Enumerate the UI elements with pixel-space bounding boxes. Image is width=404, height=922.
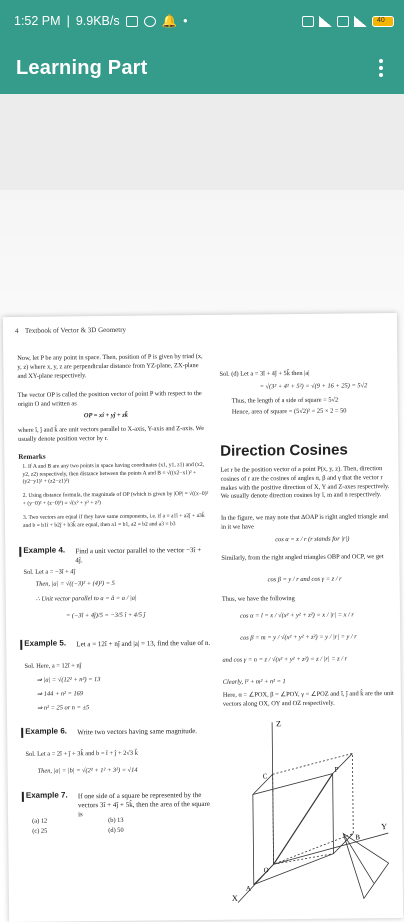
example-7-option-b: (b) 13 [108,816,124,825]
example-5-step-3: ⇒ n² = 25 or n = ±5 [36,704,90,712]
direction-cosines-intro: Let r be the position vector of a point P(x, y, z). Then, direction cosines of r are the cosines of angles α, β and γ that the vector r makes with the positive direction of X, Y and Z-axes respectively. We usually denote direction cosines by l, m and n respectively. [220,465,390,501]
notification-bell-icon: 🔔 [161,13,178,28]
direction-cosine-m: cos β = m = y / √(x² + y² + z²) = y / |r| = y / r [240,633,357,642]
more-notifications-icon: • [183,14,188,28]
message-icon [126,16,138,27]
status-bar [0,0,404,42]
example-4-marker [19,547,21,557]
example-7-marker [22,792,24,802]
example-4-text: Find a unit vector parallel to the vector −3î + 4ĵ. [75,546,202,565]
example-4-magnitude: Then, |a| = √((−3)² + (4)²) = 5 [35,579,115,588]
fig-label-o: O [263,866,269,875]
direction-cosines-angles: Here, α = ∠POX, β = ∠POY, γ = ∠POZ and î, ĵ and k̂ are the unit vectors along OX, OY and OZ respectively. [222,690,394,708]
status-net-speed: 9.9KB/s [75,14,120,28]
direction-cosines-identity: Clearly, l² + m² + n² = 1 [222,678,286,686]
overflow-menu-icon[interactable] [374,59,388,77]
cos-beta-gamma-eq: cos β = y / r and cos γ = z / r [267,575,342,584]
direction-cosines-thus: Thus, we have the following [221,595,295,603]
content-area[interactable] [0,94,404,903]
intro-text: Now, let P be any point in space. Then, position of P is given by triad (x, y, z) where x, y, z are perpendicular distance from YZ-plane, ZX-plane and XY-plane respectively. [17,352,203,380]
fig-label-b: B [355,833,361,842]
status-right [302,16,394,27]
example-4-label: Example 4. [23,545,66,555]
page-header: Textbook of Vector & 3D Geometry [24,325,127,335]
unit-vectors-text: where î, ĵ and k̂ are unit vectors parallel to X-axis, Y-axis and Z-axis. We usually denote position vector by r. [17,424,205,443]
solution-d-area: Hence, area of square = (5√2)² = 25 × 2 = 50 [231,407,347,416]
example-7-label: Example 7. [25,790,68,800]
example-6-label: Example 6. [25,726,68,736]
triangle-inset [343,833,389,898]
direction-cosines-similar: Similarly, from the right angled triangles OBP and OCP, we get [221,553,384,562]
app-bar [0,42,404,94]
example-5-text: Let a = 12î + nĵ and |a| = 13, find the value of n. [76,638,211,649]
example-6-solution: Sol. Let a = 2î + ĵ + 3k̂ and b = î + ĵ + 2√3 k̂ [25,749,138,758]
status-left [14,14,188,29]
app-title: Learning Part [16,56,148,79]
status-separator: | [66,14,70,28]
status-time: 1:52 PM [14,14,61,28]
battery-icon [372,16,394,27]
direction-cosines-figure [222,713,399,905]
signal-icon-1 [319,16,332,27]
example-5-label: Example 5. [24,638,67,648]
remark-2: 2. Using distance formula, the magnitude of OP (which is given by |OP| = √((x−0)² + (y−0)² + (z−0)²) = √(x² + y² + z²) [22,490,209,507]
remarks-title: Remarks [18,452,46,461]
example-4-unit-vector: ∴ Unit vector parallel to a = â = a / |a| [35,594,137,603]
solution-d: Sol. (d) Let a = 3î + 4ĵ + 5k̂ then |a| [219,369,310,378]
page-number: 4 [14,326,19,335]
signal-icon-2 [354,16,367,27]
fig-label-y: Y [381,822,388,832]
textbook-page[interactable] [3,313,403,922]
cos-alpha-eq: cos α = x / r (r stands for |r|) [275,535,350,544]
wifi-icon [337,16,349,27]
remark-3: 3. Two vectors are equal if they have same components, i.e. if a = a1î + a2ĵ + a3k̂ and b = b1î + b2ĵ + b3k̂ are equal, then a1 = b1, a2 = b2 and a3 = b3 [22,512,205,529]
alarm-icon [144,16,156,27]
solution-d-magnitude: = √(3² + 4² + 5²) = √(9 + 16 + 25) = 5√2 [259,382,368,391]
fig-label-x: X [231,893,238,903]
example-5-step-2: ⇒ 144 + n² = 169 [36,690,84,698]
direction-cosines-figure-note: In the figure, we may note that ΔOAP is right angled triangle and in it we have [220,513,388,531]
remark-1: 1. If A and B are any two points in space having coordinates (x1, y1, z1) and (x2, y2, z2) respectively, then distance between the points A and B = √((x2−x1)² + (y2−y1)² + (z2−z1)²) [22,461,205,486]
page-photo[interactable] [0,190,404,903]
position-vector-equation: OP = xî + yĵ + zk̂ [83,411,128,420]
example-6-steps: Then, |a| = |b| = √(2² + 1² + 3²) = √14 [37,766,138,775]
example-4-solution: Sol. Let a = −3î + 4ĵ [23,568,76,576]
example-7-text: If one side of a square be represented by the vectors 3î + 4ĵ + 5k̂, then the area of the square is [77,791,210,818]
solution-d-side: Thus, the length of a side of square = 5√2 [231,396,339,405]
top-band [0,94,404,190]
example-7-option-a: (a) 12 [32,817,48,825]
vibrate-icon [302,16,314,27]
example-4-result: = (−3î + 4ĵ)/5 = −3/5 î + 4/5 ĵ [65,611,146,620]
example-6-marker [21,728,23,738]
direction-cosine-l: cos α = l = x / √(x² + y² + z²) = x / |r| = x / r [239,611,354,620]
direction-cosine-n: and cos γ = n = z / √(x² + y² + z²) = z / |r| = z / r [222,655,348,664]
example-5-step-1: ⇒ |a| = √(12² + n²) = 13 [36,676,101,684]
position-vector-text: The vector OP is called the position vector of point P with respect to the origin O and written as [17,390,202,408]
example-7-option-c: (c) 25 [32,827,48,835]
fig-label-p: P [334,765,339,774]
example-6-text: Write two vectors having same magnitude. [77,727,198,737]
direction-cosines-title: Direction Cosines [220,441,348,460]
fig-label-z: Z [276,719,282,729]
example-5-solution: Sol. Here, a = 12î + nĵ [24,662,82,670]
example-5-marker [20,640,22,650]
fig-label-c: C [262,772,268,781]
battery-level: 40 [377,16,385,24]
fig-label-a: A [245,884,251,893]
example-7-option-d: (d) 50 [108,826,124,835]
